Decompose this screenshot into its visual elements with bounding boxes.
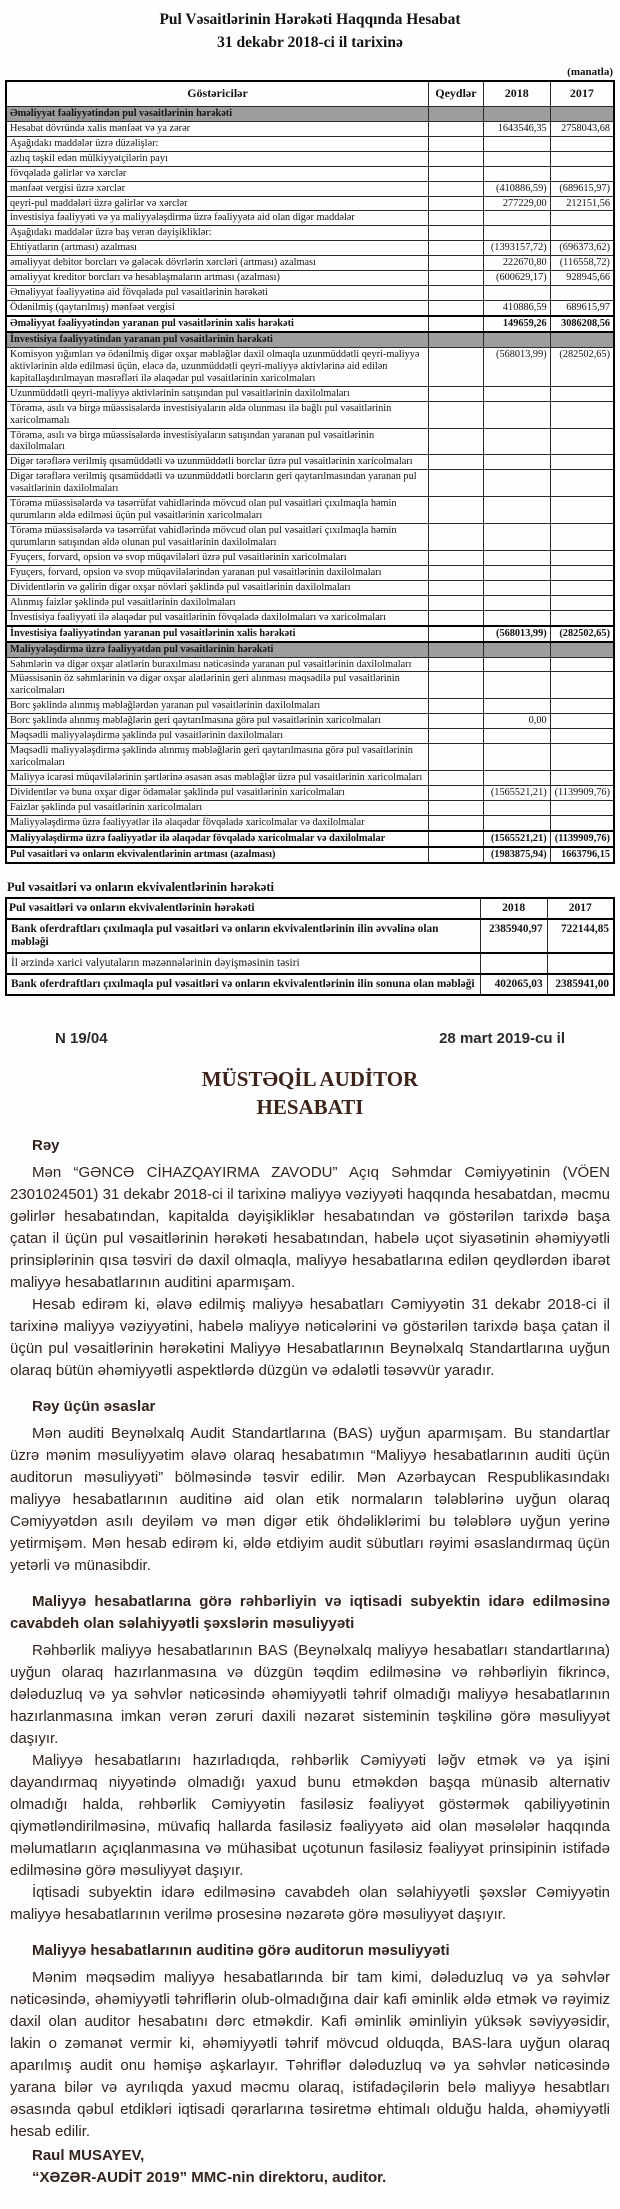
row-value-cell	[429, 470, 484, 497]
row-label-cell: Uzunmüddətli qeyri-maliyyə aktivlərinin satışından pul vəsaitlərinin daxilolmaları	[6, 386, 429, 401]
row-value-cell	[429, 347, 484, 386]
row-value-cell	[429, 166, 484, 181]
row-value-cell	[550, 428, 614, 455]
row-value-cell	[429, 256, 484, 271]
row-value-cell: 3086208,56	[550, 316, 614, 332]
row-label-cell: Məqsədli maliyyələşdirmə şəklində pul vəsaitlərinin daxilolmaları	[6, 729, 429, 744]
table-row	[6, 831, 614, 847]
statement-title-line1: Pul Vəsaitlərinin Hərəkəti Haqqında Hesabat	[159, 11, 461, 28]
row-label-cell: Bank oferdraftları çıxılmaqla pul vəsaitləri və onların ekvivalentlərinin ilin sonuna olan məbləği	[6, 974, 480, 995]
row-value-cell	[429, 595, 484, 610]
paragraph: Mən auditi Beynəlxalq Audit Standartlarına (BAS) uyğun aparmışam. Bu standartlar üzrə mənim məsuliyyətim əlavə olaraq hesabatımın “Maliyyə hesabatlarının auditi üçün auditorun məsuliyyəti” bölməsində təsvir edilir. Mən Azərbaycan Respublikasındakı maliyyə hesabatlarının auditinə aid olan etik normaların tələblərinə uyğun olaraq Cəmiyyətdən asılı deyiləm və mən digər etik öhdəliklərimi bu tələblərə uyğun yerinə yetirmişəm. Mən hesab edirəm ki, əldə etdiyim audit sübutları rəyimi əsaslandırmaq üçün yetərli və münasibdir.	[10, 1425, 610, 1575]
row-value-cell	[550, 166, 614, 181]
row-label-cell: Alınmış faizlər şəklində pul vəsaitlərinin daxilolmaları	[6, 595, 429, 610]
row-value-cell: 2385940,97	[480, 919, 547, 953]
row-value-cell: 402065,03	[480, 974, 547, 995]
row-value-cell	[483, 699, 550, 714]
row-value-cell	[550, 565, 614, 580]
row-label-cell: Pul vəsaitləri və onların ekvivalentlərinin artması (azalması)	[6, 847, 429, 863]
row-label-cell: Törəmə, asılı və birgə müəssisələrdə investisiyaların satışından yaranan pul vəsaitlərinin daxilolmaları	[6, 428, 429, 455]
row-value-cell	[550, 657, 614, 672]
row-label-cell: investisiya fəaliyyəti və ya maliyyələşdirmə üzrə fəaliyyətə aid olan digər maddələr	[6, 211, 429, 226]
row-value-cell	[483, 226, 550, 241]
row-value-cell	[483, 771, 550, 786]
row-value-cell	[429, 497, 484, 524]
row-value-cell	[429, 181, 484, 196]
row-value-cell: 277229,00	[483, 196, 550, 211]
table-row	[6, 610, 614, 625]
row-value-cell: (282502,65)	[550, 626, 614, 642]
row-value-cell: 149659,26	[483, 316, 550, 332]
table-row	[6, 401, 614, 428]
row-value-cell: (689615,97)	[550, 181, 614, 196]
table-row	[6, 524, 614, 551]
auditor-report	[0, 1030, 620, 2189]
row-value-cell	[429, 699, 484, 714]
row-value-cell	[429, 657, 484, 672]
cash-equivalents-table-body	[6, 919, 614, 995]
row-value-cell	[429, 226, 484, 241]
row-label-cell: Maliyyələşdirmə üzrə fəaliyyətlər ilə əlaqədar fövqəladə xaricolmalar və daxilolmalar	[6, 831, 429, 847]
row-value-cell	[550, 226, 614, 241]
section-header-row	[6, 332, 614, 347]
row-value-cell	[429, 286, 484, 301]
row-value-cell	[550, 524, 614, 551]
row-value-cell: 0,00	[483, 714, 550, 729]
row-value-cell	[429, 196, 484, 211]
currency-note: (manatla)	[567, 66, 613, 78]
row-value-cell	[550, 815, 614, 830]
row-value-cell	[483, 470, 550, 497]
row-label-cell: Hesabat dövründə xalis mənfəət və ya zərər	[6, 121, 429, 136]
row-value-cell	[429, 744, 484, 771]
table-row	[6, 919, 614, 953]
row-value-cell: (1139909,76)	[550, 831, 614, 847]
row-label-cell: Dividentlərin və gəlirin digər oxşar növləri şəklində pul vəsaitlərinin daxilolmaları	[6, 580, 429, 595]
table-row	[6, 714, 614, 729]
row-value-cell	[550, 151, 614, 166]
row-value-cell	[550, 497, 614, 524]
row-value-cell	[429, 610, 484, 625]
paragraph: Mən “GƏNCƏ CİHAZQAYIRMA ZAVODU” Açıq Səhmdar Cəmiyyətinin (VÖEN 2301024501) 31 dekabr 2018-ci il tarixinə maliyyə vəziyyəti haqqında hesabatdan, məcmu gəlirlər hesabatından, kapitalda dəyişikliklər hesabatından və göstərilən tarixdə başa çatan il üçün pul vəsaitlərinin hərəkəti hesabatından, habelə uçot siyasətinin əhəmiyyətli prinsiplərinin qısa təsviri də daxil olmaqla, maliyyə hesabatlarına edilən qeydlərdən ibarət maliyyə hesabatlarının auditini aparmışam.	[10, 1164, 610, 1292]
cash-equivalents-table	[5, 897, 615, 997]
row-value-cell	[429, 211, 484, 226]
table-row	[6, 497, 614, 524]
reference-number: N 19/04	[55, 1030, 108, 1048]
row-label-cell: Əməliyyat fəaliyyətinə aid fövqəladə pul vəsaitlərinin hərəkəti	[6, 286, 429, 301]
table-row	[6, 657, 614, 672]
table-row	[6, 428, 614, 455]
row-value-cell	[429, 401, 484, 428]
row-value-cell: (1393157,72)	[483, 241, 550, 256]
row-value-cell	[547, 953, 614, 974]
row-value-cell	[429, 106, 484, 121]
row-value-cell	[550, 455, 614, 470]
row-value-cell	[483, 497, 550, 524]
row-value-cell	[483, 565, 550, 580]
row-value-cell	[429, 714, 484, 729]
row-value-cell	[550, 470, 614, 497]
row-label-cell: Maliyyələşdirmə üzrə fəaliyyətlər ilə əlaqədar fövqəladə xaricolmalar və daxilolmalar	[6, 815, 429, 830]
row-value-cell	[483, 106, 550, 121]
row-value-cell	[429, 800, 484, 815]
row-value-cell	[429, 771, 484, 786]
table-row	[6, 196, 614, 211]
table-row	[6, 580, 614, 595]
row-value-cell: (1983875,94)	[483, 847, 550, 863]
row-value-cell: 1643546,35	[483, 121, 550, 136]
row-value-cell: (568013,99)	[483, 626, 550, 642]
row-value-cell	[429, 136, 484, 151]
row-value-cell	[429, 455, 484, 470]
row-label-cell: Dividentlər və buna oxşar digər ödəmələr şəklində pul vəsaitlərinin xaricolmaları	[6, 785, 429, 800]
row-value-cell	[550, 136, 614, 151]
row-value-cell: (696373,62)	[550, 241, 614, 256]
row-value-cell	[483, 211, 550, 226]
row-value-cell	[429, 271, 484, 286]
table-row	[6, 699, 614, 714]
section-heading: Maliyyə hesabatlarının auditinə görə auditorun məsuliyyəti	[32, 1942, 450, 1960]
table-row	[6, 256, 614, 271]
row-value-cell	[550, 286, 614, 301]
cash-flow-table	[5, 80, 615, 864]
row-label-cell: Məqsədli maliyyələşdirmə şəklində alınmış məbləğlərin geri qaytarılmasına görə pul vəsaitlərinin xaricolmaları	[6, 744, 429, 771]
row-label-cell: İnvestisiya fəaliyyətindən yaranan pul vəsaitlərinin hərəkəti	[6, 332, 429, 347]
row-label-cell: İnvestisiya fəaliyyətindən yaranan pul vəsaitlərinin xalis hərəkəti	[6, 626, 429, 642]
column-header-movement: Pul vəsaitləri və onların ekvivalentlərinin hərəkəti	[6, 898, 480, 919]
row-value-cell: 212151,56	[550, 196, 614, 211]
row-value-cell	[429, 241, 484, 256]
statement-title-line2: 31 dekabr 2018-ci il tarixinə	[217, 34, 403, 51]
row-value-cell	[429, 550, 484, 565]
table-row	[6, 211, 614, 226]
row-label-cell: Müəssisənin öz səhmlərinin və digər oxşar alətlərinin geri alınması məqsədilə pul vəsaitlərinin xaricolmaları	[6, 672, 429, 699]
row-label-cell: azlıq təşkil edən mülkiyyətçilərin payı	[6, 151, 429, 166]
column-header-2018: 2018	[480, 898, 547, 919]
row-value-cell	[550, 211, 614, 226]
row-value-cell	[429, 524, 484, 551]
row-label-cell: Səhmlərin və digər oxşar alətlərin buraxılması nəticəsində yaranan pul vəsaitlərinin daxilolmaları	[6, 657, 429, 672]
table-row	[6, 800, 614, 815]
table-row	[6, 550, 614, 565]
row-value-cell	[429, 301, 484, 316]
row-label-cell: Maliyyələşdirmə üzrə fəaliyyətdən pul vəsaitlərinin hərəkəti	[6, 642, 429, 657]
table-row	[6, 785, 614, 800]
cash-equivalents-title: Pul vəsaitləri və onların ekvivalentlərinin hərəkəti	[7, 879, 274, 894]
row-value-cell	[483, 744, 550, 771]
row-label-cell: Törəmə, asılı və birgə müəssisələrdə investisiyaların əldə olunması ilə bağlı pul vəsaitlərinin xaricolmamalı	[6, 401, 429, 428]
reference-line	[10, 1030, 610, 1047]
table-header-row	[6, 81, 614, 106]
table-row	[6, 847, 614, 863]
signature-block	[10, 2145, 610, 2189]
row-value-cell	[483, 580, 550, 595]
row-value-cell	[483, 151, 550, 166]
row-label-cell: Aşağıdakı maddələr üzrə baş verən dəyişikliklər:	[6, 226, 429, 241]
row-value-cell	[483, 286, 550, 301]
row-label-cell: Komisyon yığımları və ödənilmiş digər oxşar məbləğlər daxil olmaqla uzunmüddətli qeyri-maliyyə aktivlərinin əldə edilməsi üçün, eləcə də, uzunmüddətli qeyri-maliyyə aktivlərinə aid edilən kapitallaşdırılmayan məsrəfləri ilə əlaqədar pul vəsaitlərinin xaricolmaları	[6, 347, 429, 386]
row-value-cell	[429, 580, 484, 595]
table-row	[6, 286, 614, 301]
row-value-cell	[483, 455, 550, 470]
row-value-cell	[480, 953, 547, 974]
row-label-cell: Ödənilmiş (qaytarılmış) mənfəət vergisi	[6, 301, 429, 316]
row-value-cell	[483, 815, 550, 830]
row-label-cell: Əməliyyat fəaliyyətindən yaranan pul vəsaitlərinin xalis hərəkəti	[6, 316, 429, 332]
row-label-cell: Maliyyə icarəsi müqavilələrinin şərtlərinə əsasən əsas məbləğlər üzrə pul vəsaitlərinin xaricolmaları	[6, 771, 429, 786]
row-value-cell: (568013,99)	[483, 347, 550, 386]
section-heading: Rəy	[32, 1137, 60, 1155]
row-value-cell	[550, 771, 614, 786]
row-value-cell	[550, 386, 614, 401]
column-header-indicators: Göstəricilər	[6, 81, 429, 106]
letter-sections	[10, 1135, 610, 2143]
row-label-cell: Ehtiyatların (artması) azalması	[6, 241, 429, 256]
row-label-cell: mənfəət vergisi üzrə xərclər	[6, 181, 429, 196]
row-value-cell	[429, 565, 484, 580]
row-label-cell: Faizlər şəklində pul vəsaitlərinin xaricolmaları	[6, 800, 429, 815]
row-value-cell	[429, 316, 484, 332]
row-value-cell	[483, 428, 550, 455]
row-value-cell	[483, 610, 550, 625]
paragraph: Mənim məqsədim maliyyə hesabatlarında bir tam kimi, dələduzluq və ya səhvlər nəticəsində, əhəmiyyətli təhriflərin olub-olmadığına dair kafi əminlik əldə etmək və rəyimiz daxil olan auditor hesabatını dərc etməkdir. Kafi əminlik əminliyin yüksək səviyyəsidir, lakin o zəmanət vermir ki, əhəmiyyətli təhrif mövcud olduqda, BAS-lara uyğun olaraq aparılmış audit onu həmişə aşkarlayır. Təhriflər dələduzluq və ya səhvlər nəticəsində yarana bilər və ayrılıqda yaxud məcmu olaraq, istifadəçilərin belə maliyyə hesabtları əsasında qəbul etdikləri iqtisadi qərarlarına təsiretmə ehtimalı olduğu halda, əhəmiyyətli hesab edilir.	[10, 1969, 610, 2141]
row-value-cell: (410886,59)	[483, 181, 550, 196]
row-value-cell	[550, 550, 614, 565]
row-value-cell	[550, 672, 614, 699]
cash-equivalents-section	[0, 880, 620, 997]
row-value-cell	[483, 642, 550, 657]
row-label-cell: Fyuçers, forvard, opsion və svop müqavilələri üzrə pul vəsaitlərinin xaricolmaları	[6, 550, 429, 565]
row-value-cell: 1663796,15	[550, 847, 614, 863]
row-value-cell	[429, 151, 484, 166]
row-value-cell	[550, 610, 614, 625]
row-label-cell: əməliyyat debitor borcları və gələcək dövrlərin xərcləri (artması) azalması	[6, 256, 429, 271]
column-header-2017: 2017	[550, 81, 614, 106]
row-value-cell: (1139909,76)	[550, 785, 614, 800]
table-row	[6, 166, 614, 181]
row-label-cell: Aşağıdakı maddələr üzrə düzəlişlər:	[6, 136, 429, 151]
table-row	[6, 744, 614, 771]
table-row	[6, 953, 614, 974]
row-value-cell	[483, 401, 550, 428]
table-row	[6, 729, 614, 744]
row-label-cell: Fyuçers, forvard, opsion və svop müqavilələrindən yaranan pul vəsaitlərinin daxilolmaları	[6, 565, 429, 580]
table-row	[6, 181, 614, 196]
row-label-cell: Digər tərəflərə verilmiş qısamüddətli və uzunmüddətli borclar üzrə pul vəsaitlərinin xaricolmaları	[6, 455, 429, 470]
table-row	[6, 815, 614, 830]
row-value-cell: 410886,59	[483, 301, 550, 316]
row-value-cell	[550, 729, 614, 744]
paragraph: İqtisadi subyektin idarə edilməsinə cavabdeh olan səlahiyyətli şəxslər Cəmiyyətin maliyyə hesabatlarının verilmə prosesinə nəzarətə görə məsuliyyət daşıyır.	[10, 1884, 610, 1924]
row-label-cell: İnvestisiya fəaliyyəti ilə əlaqədar pul vəsaitlərinin fövqəladə daxilolmaları və xaricolmaları	[6, 610, 429, 625]
column-header-2017: 2017	[547, 898, 614, 919]
row-label-cell: Digər tərəflərə verilmiş qısamüddətli və uzunmüddətli borcların geri qaytarılmasından yaranan pul vəsaitlərinin daxilolmaları	[6, 470, 429, 497]
column-header-notes: Qeydlər	[429, 81, 484, 106]
table-row	[6, 974, 614, 995]
row-value-cell	[550, 642, 614, 657]
row-value-cell	[483, 800, 550, 815]
row-value-cell	[429, 831, 484, 847]
row-value-cell	[429, 332, 484, 347]
row-value-cell	[429, 428, 484, 455]
signature-title: “XƏZƏR-AUDİT 2019” MMC-nin direktoru, auditor.	[32, 2169, 387, 2187]
row-value-cell	[483, 136, 550, 151]
section-header-row	[6, 106, 614, 121]
paragraph: Hesab edirəm ki, əlavə edilmiş maliyyə hesabatları Cəmiyyətin 31 dekabr 2018-ci il tarixinə maliyyə vəziyyətini, habelə maliyyə nəticələrini və göstərilən tarixdə başa çatan il üçün pul vəsaitlərinin hərəkətini Maliyyə Hesabatlarının Beynəlxalq Standartlarına uyğun olaraq bütün əhəmiyyətli aspektlərdə düzgün və ədalətli təsəvvür yaradır.	[10, 1296, 610, 1380]
row-label-cell: Borc şəklində alınmış məbləğlərdən yaranan pul vəsaitlərinin daxilolmaları	[6, 699, 429, 714]
row-label-cell: Borc şəklində alınmış məbləğlərin geri qaytarılmasına görə pul vəsaitlərinin xaricolmaları	[6, 714, 429, 729]
row-value-cell	[483, 550, 550, 565]
row-value-cell	[550, 714, 614, 729]
row-value-cell	[483, 595, 550, 610]
row-label-cell: Əməliyyat fəaliyyətindən pul vəsaitlərinin hərəkəti	[6, 106, 429, 121]
row-value-cell	[550, 699, 614, 714]
row-value-cell	[429, 815, 484, 830]
report-date: 28 mart 2019-cu il	[439, 1030, 565, 1048]
section-heading: Maliyyə hesabatlarına görə rəhbərliyin və iqtisadi subyektin idarə edilməsinə cavabdeh olan səlahiyyətli şəxslərin məsuliyyəti	[10, 1593, 610, 1633]
column-header-2018: 2018	[483, 81, 550, 106]
table-row	[6, 455, 614, 470]
row-label-cell: Törəmə müəssisələrdə və təsərrüfat vahidlərində mövcud olan pul vəsaitləri çıxılmaqla həmin qurumların satışından əldə olunan pul vəsaitlərinin daxilolmaları	[6, 524, 429, 551]
row-value-cell: (282502,65)	[550, 347, 614, 386]
row-value-cell: 2758043,68	[550, 121, 614, 136]
row-value-cell	[483, 657, 550, 672]
row-value-cell	[429, 672, 484, 699]
paragraph: Maliyyə hesabatlarını hazırladıqda, rəhbərlik Cəmiyyəti ləğv etmək və ya işini dayandırmaq niyyətində olmadığı yaxud bunu etməkdən başqa münasib alternativ olmadığı halda, rəhbərlik Cəmiyyətin fasiləsiz fəaliyyət göstərmək qabiliyyətinin qiymətləndirilməsinə, müvafiq hallarda fasiləsiz fəaliyyətə aid olan məsələlər haqqında məlumatların açıqlanmasına və mühasibat uçotunun fasiləsiz fəaliyyət prinsipinin istifadə edilməsinə görə məsuliyyət daşıyır.	[10, 1752, 610, 1880]
row-value-cell	[550, 744, 614, 771]
row-value-cell: 689615,97	[550, 301, 614, 316]
row-label-cell: İl ərzində xarici valyutaların məzənnələrinin dəyişməsinin təsiri	[6, 953, 480, 974]
row-label-cell: əməliyyat kreditor borcları və hesablaşmaların artması (azalması)	[6, 271, 429, 286]
table-row	[6, 347, 614, 386]
signature-name: Raul MUSAYEV,	[32, 2147, 145, 2165]
row-value-cell	[483, 332, 550, 347]
row-label-cell: fövqəladə gəlirlər və xərclər	[6, 166, 429, 181]
row-value-cell	[429, 626, 484, 642]
row-value-cell	[483, 386, 550, 401]
table-row	[6, 470, 614, 497]
table-row	[6, 771, 614, 786]
row-value-cell	[483, 672, 550, 699]
table-row	[6, 595, 614, 610]
row-value-cell	[429, 729, 484, 744]
table-row	[6, 316, 614, 332]
table-row	[6, 565, 614, 580]
row-value-cell	[550, 580, 614, 595]
row-value-cell	[550, 595, 614, 610]
row-value-cell	[429, 642, 484, 657]
row-value-cell	[483, 524, 550, 551]
row-label-cell: Törəmə müəssisələrdə və təsərrüfat vahidlərində mövcud olan pul vəsaitləri çıxılmaqla həmin qurumların əldə edilməsi üçün pul vəsaitlərinin xaricolmaları	[6, 497, 429, 524]
row-value-cell: 928945,66	[550, 271, 614, 286]
row-value-cell	[550, 800, 614, 815]
row-value-cell: 2385941,00	[547, 974, 614, 995]
paragraph: Rəhbərlik maliyyə hesabatlarının BAS (Beynəlxalq maliyyə hesabatları standartlarına) uyğun olaraq hazırlanmasına və düzgün təqdim edilməsinə və rəhbərliyin fikrincə, dələduzluq və ya səhvlər nəticəsində əhəmiyyətli təhrif olmadığı maliyyə hesabatlarının hazırlanmasına imkan verən zəruri daxili nəzarət sisteminin təşkilinə görə məsuliyyət daşıyır.	[10, 1642, 610, 1748]
table-row	[6, 271, 614, 286]
row-value-cell	[429, 121, 484, 136]
row-value-cell	[550, 401, 614, 428]
cash-flow-table-body	[6, 106, 614, 862]
table-row	[6, 626, 614, 642]
table-row	[6, 386, 614, 401]
row-value-cell	[429, 386, 484, 401]
section-header-row	[6, 642, 614, 657]
row-value-cell	[429, 847, 484, 863]
row-value-cell	[550, 332, 614, 347]
row-value-cell: 722144,85	[547, 919, 614, 953]
row-value-cell: (1565521,21)	[483, 831, 550, 847]
row-value-cell	[550, 106, 614, 121]
row-value-cell	[483, 729, 550, 744]
table-row	[6, 121, 614, 136]
row-value-cell: (600629,17)	[483, 271, 550, 286]
report-heading-line2: HESABATI	[256, 1095, 364, 1120]
table-header-row	[6, 898, 614, 919]
section-heading: Rəy üçün əsaslar	[32, 1398, 156, 1416]
table-row	[6, 241, 614, 256]
table-row	[6, 226, 614, 241]
row-label-cell: Bank oferdraftları çıxılmaqla pul vəsaitləri və onların ekvivalentlərinin ilin əvvəlinə olan məbləği	[6, 919, 480, 953]
table-row	[6, 672, 614, 699]
row-label-cell: qeyri-pul maddələri üzrə gəlirlər və xərclər	[6, 196, 429, 211]
row-value-cell	[483, 166, 550, 181]
report-heading-line1: MÜSTƏQİL AUDİTOR	[201, 1067, 419, 1092]
table-row	[6, 136, 614, 151]
report-main-heading	[10, 1065, 610, 1121]
row-value-cell	[429, 785, 484, 800]
table-row	[6, 151, 614, 166]
row-value-cell: (116558,72)	[550, 256, 614, 271]
row-value-cell: (1565521,21)	[483, 785, 550, 800]
row-value-cell: 222670,80	[483, 256, 550, 271]
table-row	[6, 301, 614, 316]
